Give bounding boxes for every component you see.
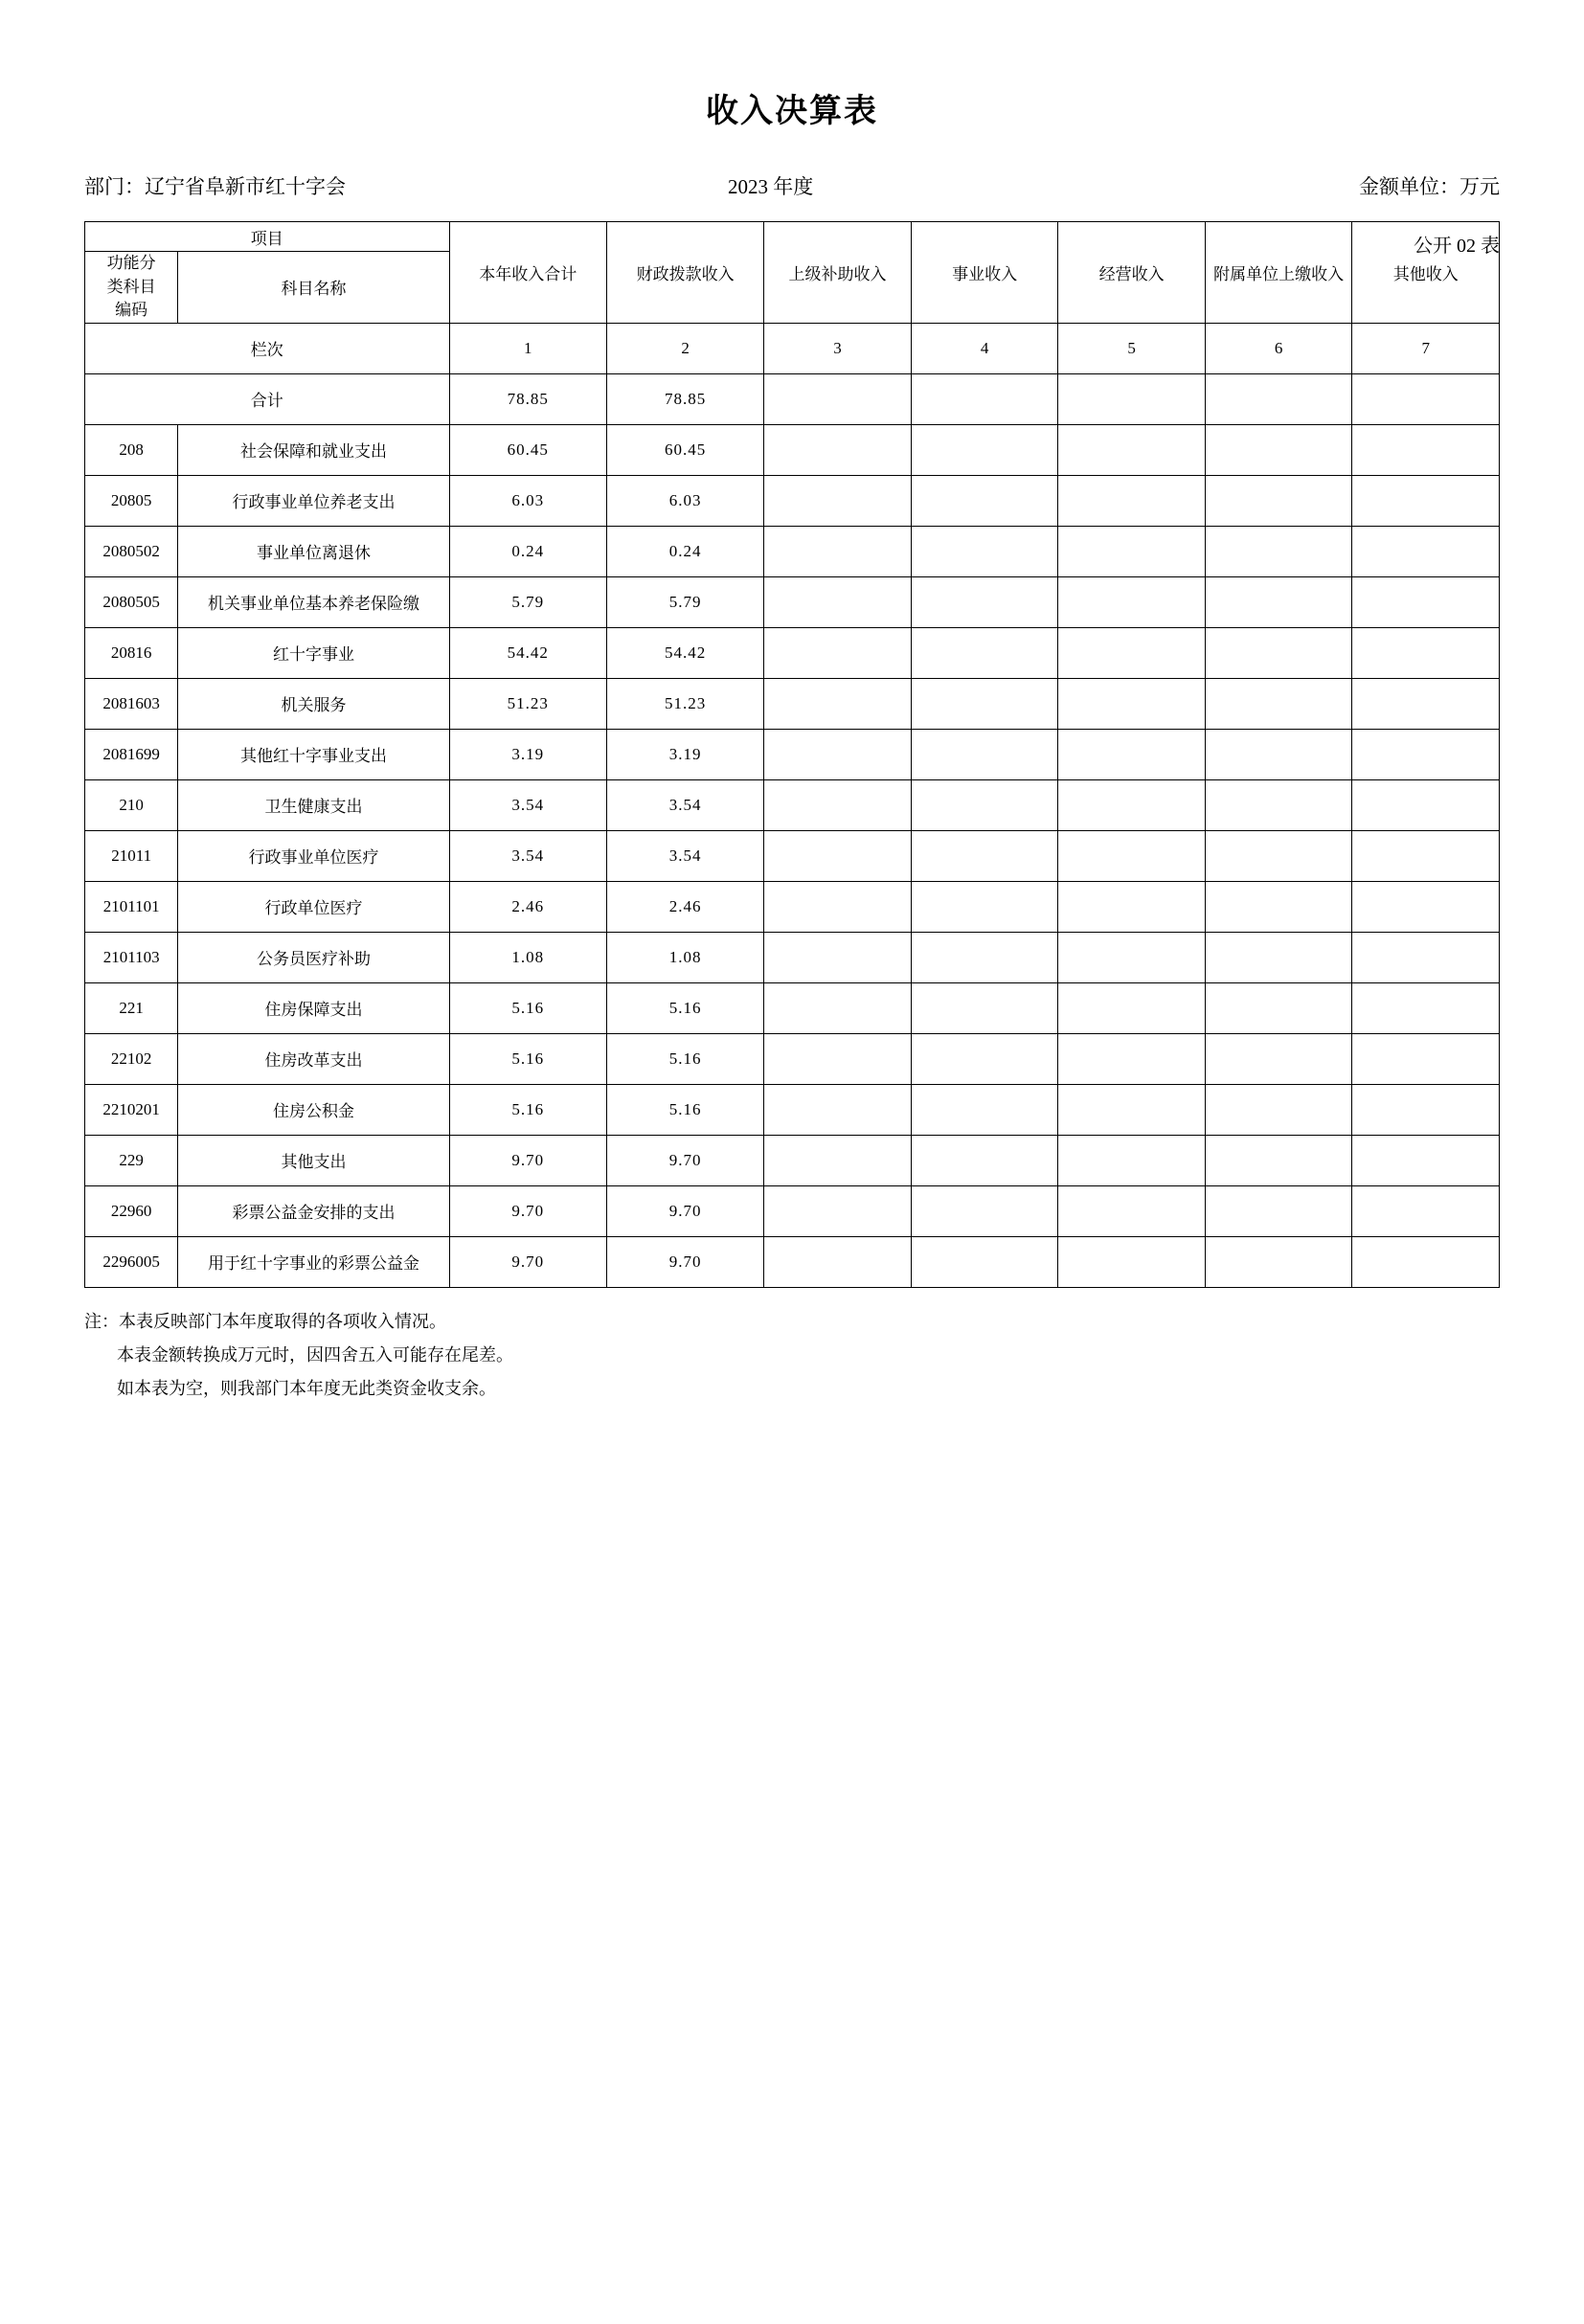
row-value-5	[1058, 424, 1206, 475]
row-value-7	[1352, 1236, 1500, 1287]
row-subject-name: 彩票公益金安排的支出	[178, 1185, 449, 1236]
row-value-4	[911, 729, 1058, 779]
lane-row	[85, 323, 1500, 373]
row-function-code: 2080505	[85, 576, 178, 627]
row-value-2: 3.54	[606, 779, 763, 830]
note-line-3: 如本表为空，则我部门本年度无此类资金收支余。	[117, 1379, 496, 1399]
header-col-subordinate-payment: 附属单位上缴收入	[1205, 222, 1352, 324]
row-value-5	[1058, 678, 1206, 729]
income-final-accounts-table	[84, 221, 1500, 1288]
header-group-item: 项目	[85, 222, 450, 252]
row-value-1: 5.16	[449, 1033, 606, 1084]
table-row	[85, 779, 1500, 830]
row-subject-name: 其他支出	[178, 1135, 449, 1185]
row-value-3	[764, 424, 912, 475]
row-value-1: 5.79	[449, 576, 606, 627]
note-line-2: 本表金额转换成万元时，因四舍五入可能存在尾差。	[117, 1345, 513, 1365]
row-value-5	[1058, 830, 1206, 881]
row-value-3	[764, 627, 912, 678]
row-subject-name: 机关服务	[178, 678, 449, 729]
table-row	[85, 627, 1500, 678]
row-value-5	[1058, 779, 1206, 830]
row-value-2: 1.08	[606, 932, 763, 982]
row-value-2: 54.42	[606, 627, 763, 678]
document-page	[0, 84, 1584, 2324]
row-value-6	[1205, 1033, 1352, 1084]
header-col-function-code-l3: 编码	[115, 301, 148, 320]
table-notes	[0, 1305, 1584, 1406]
row-function-code: 229	[85, 1135, 178, 1185]
row-value-3	[764, 1236, 912, 1287]
row-value-2: 5.79	[606, 576, 763, 627]
row-function-code: 221	[85, 982, 178, 1033]
row-value-7	[1352, 475, 1500, 526]
amount-unit-label: 金额单位：万元	[1359, 175, 1500, 198]
row-value-1: 9.70	[449, 1135, 606, 1185]
table-row-total	[85, 373, 1500, 424]
header-col-operating-income: 经营收入	[1058, 222, 1206, 324]
table-row	[85, 982, 1500, 1033]
row-value-3	[764, 1033, 912, 1084]
row-value-5	[1058, 526, 1206, 576]
row-value-1: 2.46	[449, 881, 606, 932]
row-value-5	[1058, 576, 1206, 627]
row-value-6	[1205, 779, 1352, 830]
row-value-6	[1205, 729, 1352, 779]
row-value-7	[1352, 424, 1500, 475]
row-value-1: 5.16	[449, 982, 606, 1033]
row-function-code: 2101101	[85, 881, 178, 932]
row-value-7	[1352, 830, 1500, 881]
table-row	[85, 1135, 1500, 1185]
row-value-6	[1205, 1135, 1352, 1185]
row-value-4	[911, 627, 1058, 678]
row-value-4	[911, 932, 1058, 982]
total-value-2: 78.85	[606, 373, 763, 424]
row-value-4	[911, 475, 1058, 526]
row-function-code: 22960	[85, 1185, 178, 1236]
row-value-7	[1352, 932, 1500, 982]
table-row	[85, 1236, 1500, 1287]
header-col-other-income: 其他收入	[1352, 222, 1500, 324]
row-value-3	[764, 1135, 912, 1185]
row-function-code: 20816	[85, 627, 178, 678]
fiscal-year-label: 2023 年度	[728, 175, 814, 198]
row-value-4	[911, 1033, 1058, 1084]
row-value-4	[911, 1185, 1058, 1236]
row-value-6	[1205, 1236, 1352, 1287]
row-value-7	[1352, 1185, 1500, 1236]
row-value-6	[1205, 932, 1352, 982]
table-head	[85, 222, 1500, 374]
total-value-3	[764, 373, 912, 424]
row-value-7	[1352, 526, 1500, 576]
row-value-5	[1058, 1236, 1206, 1287]
row-value-5	[1058, 475, 1206, 526]
row-value-4	[911, 526, 1058, 576]
row-function-code: 2080502	[85, 526, 178, 576]
row-value-4	[911, 576, 1058, 627]
total-value-6	[1205, 373, 1352, 424]
note-line-1: 注：本表反映部门本年度取得的各项收入情况。	[84, 1311, 446, 1331]
row-subject-name: 红十字事业	[178, 627, 449, 678]
row-value-7	[1352, 1135, 1500, 1185]
row-value-7	[1352, 627, 1500, 678]
row-function-code: 210	[85, 779, 178, 830]
row-value-4	[911, 424, 1058, 475]
row-value-2: 3.19	[606, 729, 763, 779]
row-value-6	[1205, 1084, 1352, 1135]
row-value-4	[911, 779, 1058, 830]
row-value-3	[764, 1185, 912, 1236]
lane-number-4: 4	[911, 323, 1058, 373]
row-value-3	[764, 1084, 912, 1135]
row-value-4	[911, 1084, 1058, 1135]
row-value-7	[1352, 678, 1500, 729]
row-value-3	[764, 475, 912, 526]
row-function-code: 20805	[85, 475, 178, 526]
total-value-5	[1058, 373, 1206, 424]
row-value-5	[1058, 881, 1206, 932]
row-value-6	[1205, 627, 1352, 678]
row-value-7	[1352, 881, 1500, 932]
row-value-2: 6.03	[606, 475, 763, 526]
row-subject-name: 卫生健康支出	[178, 779, 449, 830]
row-value-6	[1205, 678, 1352, 729]
table-body	[85, 373, 1500, 1287]
row-value-3	[764, 881, 912, 932]
table-row	[85, 576, 1500, 627]
table-row	[85, 729, 1500, 779]
row-value-3	[764, 779, 912, 830]
lane-number-5: 5	[1058, 323, 1206, 373]
row-value-1: 9.70	[449, 1236, 606, 1287]
header-col-superior-subsidy: 上级补助收入	[764, 222, 912, 324]
row-subject-name: 住房公积金	[178, 1084, 449, 1135]
lane-number-6: 6	[1205, 323, 1352, 373]
header-col-subject-name: 科目名称	[178, 252, 449, 324]
row-value-2: 9.70	[606, 1185, 763, 1236]
row-value-1: 5.16	[449, 1084, 606, 1135]
total-value-1: 78.85	[449, 373, 606, 424]
row-value-7	[1352, 576, 1500, 627]
row-function-code: 2081603	[85, 678, 178, 729]
table-row	[85, 526, 1500, 576]
row-subject-name: 公务员医疗补助	[178, 932, 449, 982]
row-function-code: 2210201	[85, 1084, 178, 1135]
row-value-5	[1058, 932, 1206, 982]
lane-number-2: 2	[606, 323, 763, 373]
row-value-4	[911, 881, 1058, 932]
header-col-fiscal-appropriation: 财政拨款收入	[606, 222, 763, 324]
total-label: 合计	[85, 373, 450, 424]
row-value-2: 5.16	[606, 1033, 763, 1084]
header-col-function-code-l2: 类科目	[106, 277, 156, 296]
row-value-1: 1.08	[449, 932, 606, 982]
header-col-total-income: 本年收入合计	[449, 222, 606, 324]
row-value-6	[1205, 526, 1352, 576]
row-value-1: 0.24	[449, 526, 606, 576]
row-value-1: 51.23	[449, 678, 606, 729]
row-value-7	[1352, 982, 1500, 1033]
row-value-5	[1058, 1084, 1206, 1135]
row-value-4	[911, 830, 1058, 881]
row-value-4	[911, 1236, 1058, 1287]
row-value-2: 5.16	[606, 1084, 763, 1135]
row-function-code: 208	[85, 424, 178, 475]
lane-number-1: 1	[449, 323, 606, 373]
row-value-1: 60.45	[449, 424, 606, 475]
lane-number-7: 7	[1352, 323, 1500, 373]
row-value-2: 0.24	[606, 526, 763, 576]
row-value-6	[1205, 576, 1352, 627]
row-value-4	[911, 982, 1058, 1033]
row-value-5	[1058, 729, 1206, 779]
row-subject-name: 行政事业单位医疗	[178, 830, 449, 881]
row-value-6	[1205, 424, 1352, 475]
row-subject-name: 住房保障支出	[178, 982, 449, 1033]
row-function-code: 22102	[85, 1033, 178, 1084]
row-value-1: 3.54	[449, 779, 606, 830]
row-subject-name: 用于红十字事业的彩票公益金	[178, 1236, 449, 1287]
row-value-1: 3.54	[449, 830, 606, 881]
row-value-2: 51.23	[606, 678, 763, 729]
row-value-1: 54.42	[449, 627, 606, 678]
lane-label: 栏次	[85, 323, 450, 373]
row-value-6	[1205, 881, 1352, 932]
sheet-number: 公开 02 表	[1414, 236, 1500, 257]
table-row	[85, 475, 1500, 526]
total-value-4	[911, 373, 1058, 424]
row-value-5	[1058, 1185, 1206, 1236]
row-subject-name: 机关事业单位基本养老保险缴	[178, 576, 449, 627]
table-row	[85, 881, 1500, 932]
row-value-4	[911, 1135, 1058, 1185]
row-value-2: 2.46	[606, 881, 763, 932]
header-col-business-income: 事业收入	[911, 222, 1058, 324]
table-row	[85, 678, 1500, 729]
row-value-4	[911, 678, 1058, 729]
table-row	[85, 932, 1500, 982]
header-group-row	[85, 222, 1500, 252]
row-function-code: 2296005	[85, 1236, 178, 1287]
row-value-7	[1352, 1084, 1500, 1135]
row-subject-name: 住房改革支出	[178, 1033, 449, 1084]
row-value-2: 9.70	[606, 1236, 763, 1287]
table-row	[85, 1084, 1500, 1135]
table-row	[85, 830, 1500, 881]
header-col-function-code-l1: 功能分	[106, 254, 156, 272]
row-value-5	[1058, 982, 1206, 1033]
row-value-3	[764, 729, 912, 779]
row-value-2: 9.70	[606, 1135, 763, 1185]
row-subject-name: 其他红十字事业支出	[178, 729, 449, 779]
row-value-2: 3.54	[606, 830, 763, 881]
table-row	[85, 1185, 1500, 1236]
row-value-3	[764, 678, 912, 729]
total-value-7	[1352, 373, 1500, 424]
row-value-7	[1352, 729, 1500, 779]
row-value-2: 5.16	[606, 982, 763, 1033]
row-value-3	[764, 830, 912, 881]
row-value-7	[1352, 779, 1500, 830]
row-value-7	[1352, 1033, 1500, 1084]
row-value-6	[1205, 1185, 1352, 1236]
header-col-function-code	[85, 252, 178, 324]
row-function-code: 21011	[85, 830, 178, 881]
lane-number-3: 3	[764, 323, 912, 373]
department-label: 部门：辽宁省阜新市红十字会	[84, 175, 346, 198]
meta-row	[0, 171, 1584, 200]
table-row	[85, 424, 1500, 475]
row-subject-name: 事业单位离退休	[178, 526, 449, 576]
row-value-1: 6.03	[449, 475, 606, 526]
row-value-5	[1058, 1135, 1206, 1185]
row-value-5	[1058, 627, 1206, 678]
row-value-6	[1205, 982, 1352, 1033]
row-subject-name: 社会保障和就业支出	[178, 424, 449, 475]
page-title: 收入决算表	[706, 93, 878, 129]
row-subject-name: 行政单位医疗	[178, 881, 449, 932]
row-subject-name: 行政事业单位养老支出	[178, 475, 449, 526]
table-row	[85, 1033, 1500, 1084]
row-value-3	[764, 982, 912, 1033]
row-value-5	[1058, 1033, 1206, 1084]
row-function-code: 2081699	[85, 729, 178, 779]
row-value-2: 60.45	[606, 424, 763, 475]
row-value-1: 3.19	[449, 729, 606, 779]
row-value-6	[1205, 475, 1352, 526]
row-value-1: 9.70	[449, 1185, 606, 1236]
row-value-3	[764, 576, 912, 627]
row-value-3	[764, 932, 912, 982]
row-function-code: 2101103	[85, 932, 178, 982]
row-value-6	[1205, 830, 1352, 881]
row-value-3	[764, 526, 912, 576]
